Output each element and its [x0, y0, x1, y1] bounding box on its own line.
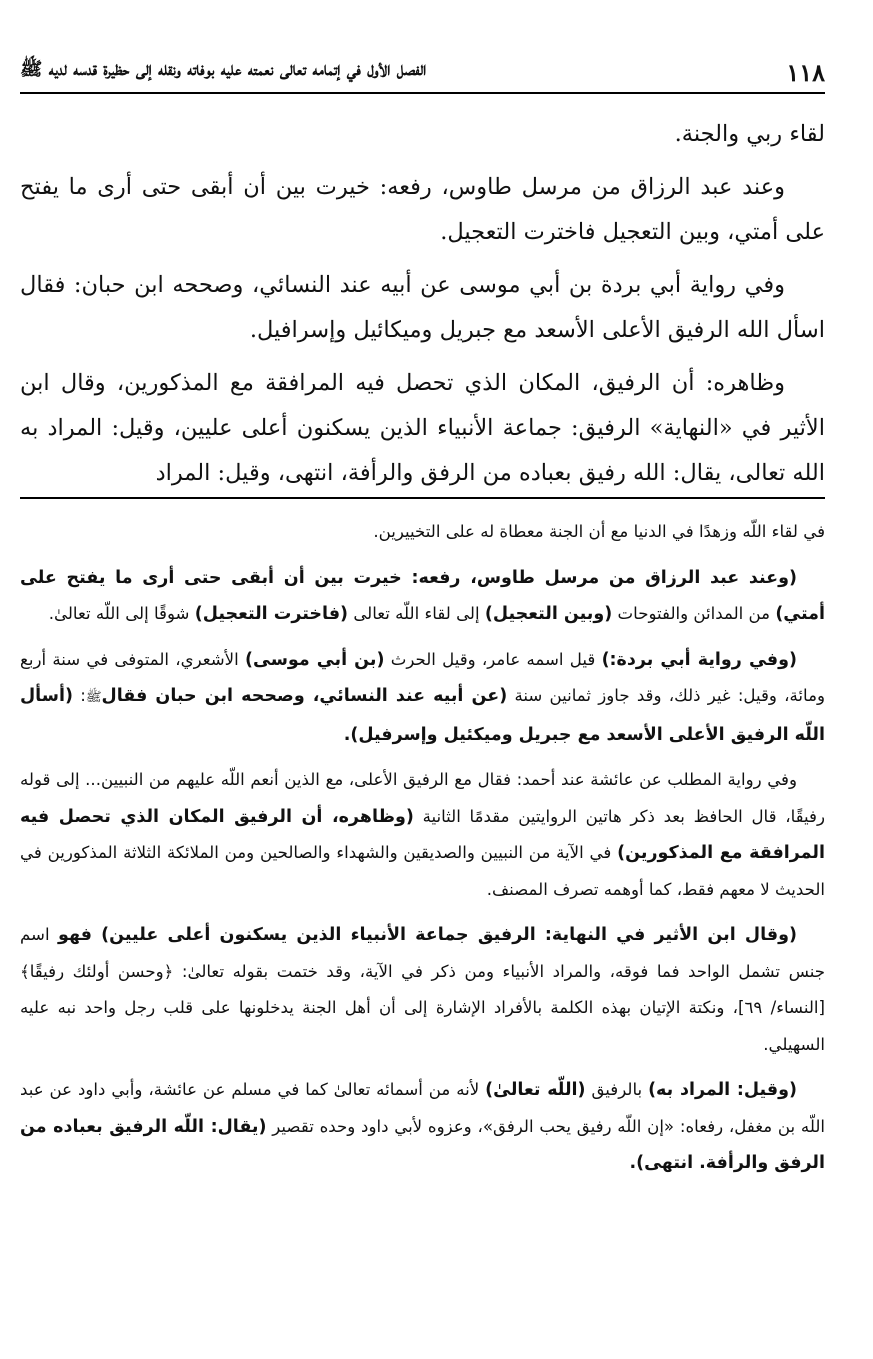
- quoted-text: فهو: [57, 925, 102, 945]
- quoted-text: (أسأل اللّه الرفيق الأعلى الأسعد مع جبريل وميكئيل وإسرفيل).: [20, 686, 825, 745]
- quoted-text: (وقال ابن الأثير في النهاية: الرفيق جماعة الأنبياء الذين يسكنون أعلى عليين): [101, 925, 798, 945]
- commentary-text: اسم جنس تشمل الواحد فما فوقه، والمراد الأنبياء ومن ذكر في الآية، وقد ختمت بقوله تعالىٰ: ﴿وحسن أولئك رفيقًا﴾ [النساء/ ٦٩]، ونكتة الإتيان بهذه الكلمة بالأفراد الإشارة إلى أن أهل الجنة يدخلونها على قلب رجل واحد نبه عليه السهيلي.: [20, 925, 825, 1054]
- commentary-text: الأشعري، المتوفى في سنة أربع ومائة، وقيل: غير ذلك، وقد جاوز ثمانين سنة: [20, 649, 826, 705]
- main-paragraph: وظاهره: أن الرفيق، المكان الذي تحصل فيه المرافقة مع المذكورين، وقال ابن الأثير في «النهاية» الرفيق: جماعة الأنبياء الذين يسكنون أعلى عليين، وقيل: المراد به الله تعالى، يقال: الله رفيق بعباده من الرفق والرأفة، انتهى، وقيل: المراد: [20, 370, 825, 486]
- footnote-separator: [20, 497, 825, 499]
- quoted-text: (فاخترت التعجيل): [194, 604, 349, 624]
- commentary-text: شوقًا إلى اللّه تعالىٰ.: [48, 604, 195, 623]
- commentary-paragraph: [20, 514, 825, 551]
- page-header: [20, 52, 825, 94]
- commentary-text: في الآية من النبيين والصديقين والشهداء والصالحين ومن الملائكة الثلاثة المذكورين في الحديث لا معهم فقط، كما أوهمه تصرف المصنف.: [20, 843, 825, 899]
- main-paragraph: وفي رواية أبي بردة بن أبي موسى عن أبيه عند النسائي، وصححه ابن حبان: فقال اسأل الله الرفيق الأعلى الأسعد مع جبريل وميكائيل وإسرافيل.: [20, 272, 825, 343]
- commentary: [20, 514, 825, 1191]
- quoted-text: (وفي رواية أبي بردة:): [601, 649, 797, 670]
- quoted-text: (عن أبيه عند النسائي، وصححه ابن حبان فقال: [101, 686, 508, 706]
- main-text: [20, 112, 825, 504]
- quoted-text: (بن أبي موسى): [245, 649, 385, 670]
- commentary-paragraph: [20, 917, 825, 1063]
- commentary-text: من المدائن والفتوحات: [612, 604, 776, 623]
- commentary-text: وفي رواية المطلب عن عائشة عند أحمد: فقال مع الرفيق الأعلى، مع الذين أنعم اللّه عليهم من النبيين... إلى قوله رفيقًا، قال الحافظ بعد ذكر هاتين الروايتين مقدمًا الثانية: [20, 770, 825, 826]
- salawat-glyph: ﷺ: [85, 690, 102, 705]
- running-title: الفصل الأول في إتمامه تعالى نعمته عليه بوفاته ونقله إلى حظيرة قدسه لديه ﷺ: [20, 59, 427, 80]
- main-paragraph: لقاء ربي والجنة.: [674, 121, 825, 147]
- commentary-paragraph: [20, 642, 825, 754]
- main-paragraph: وعند عبد الرزاق من مرسل طاوس، رفعه: خيرت بين أن أبقى حتى أرى ما يفتح على أمتي، وبين التعجيل فاخترت التعجيل.: [20, 174, 825, 245]
- quoted-text: (اللّه تعالىٰ): [485, 1080, 586, 1100]
- commentary-text: قيل اسمه عامر، وقيل الحرث: [384, 649, 602, 669]
- commentary-paragraph: [20, 762, 825, 908]
- quoted-text: (وعند عبد الرزاق من مرسل طاوس، رفعه: خيرت بين أن أبقى حتى أرى ما يفتح على أمتي): [20, 567, 825, 624]
- commentary-text: في لقاء اللّه وزهدًا في الدنيا مع أن الجنة معطاة له على التخييرين.: [373, 522, 825, 541]
- quoted-text: (وبين التعجيل): [484, 604, 613, 624]
- commentary-paragraph: [20, 560, 825, 633]
- quoted-text: (يقال: اللّه الرفيق بعباده من الرفق والرأفة. انتهى).: [20, 1116, 825, 1173]
- quoted-text: (وقيل: المراد به): [648, 1080, 798, 1100]
- commentary-paragraph: [20, 1072, 825, 1182]
- commentary-text: :: [72, 686, 86, 705]
- page-number: ١١٨: [786, 57, 825, 87]
- commentary-text: بالرفيق: [585, 1080, 649, 1099]
- commentary-text: إلى لقاء اللّه تعالى: [348, 604, 485, 623]
- commentary-text: لأنه من أسمائه تعالىٰ كما في مسلم عن عائشة، وأبي داود عن عبد اللّه بن مغفل، رفعاه: «إن اللّه رفيق يحب الرفق»، وعزوه لأبي داود وحده تقصير: [20, 1080, 825, 1136]
- quoted-text: (وظاهره، أن الرفيق المكان الذي تحصل فيه المرافقة مع المذكورين): [20, 806, 825, 863]
